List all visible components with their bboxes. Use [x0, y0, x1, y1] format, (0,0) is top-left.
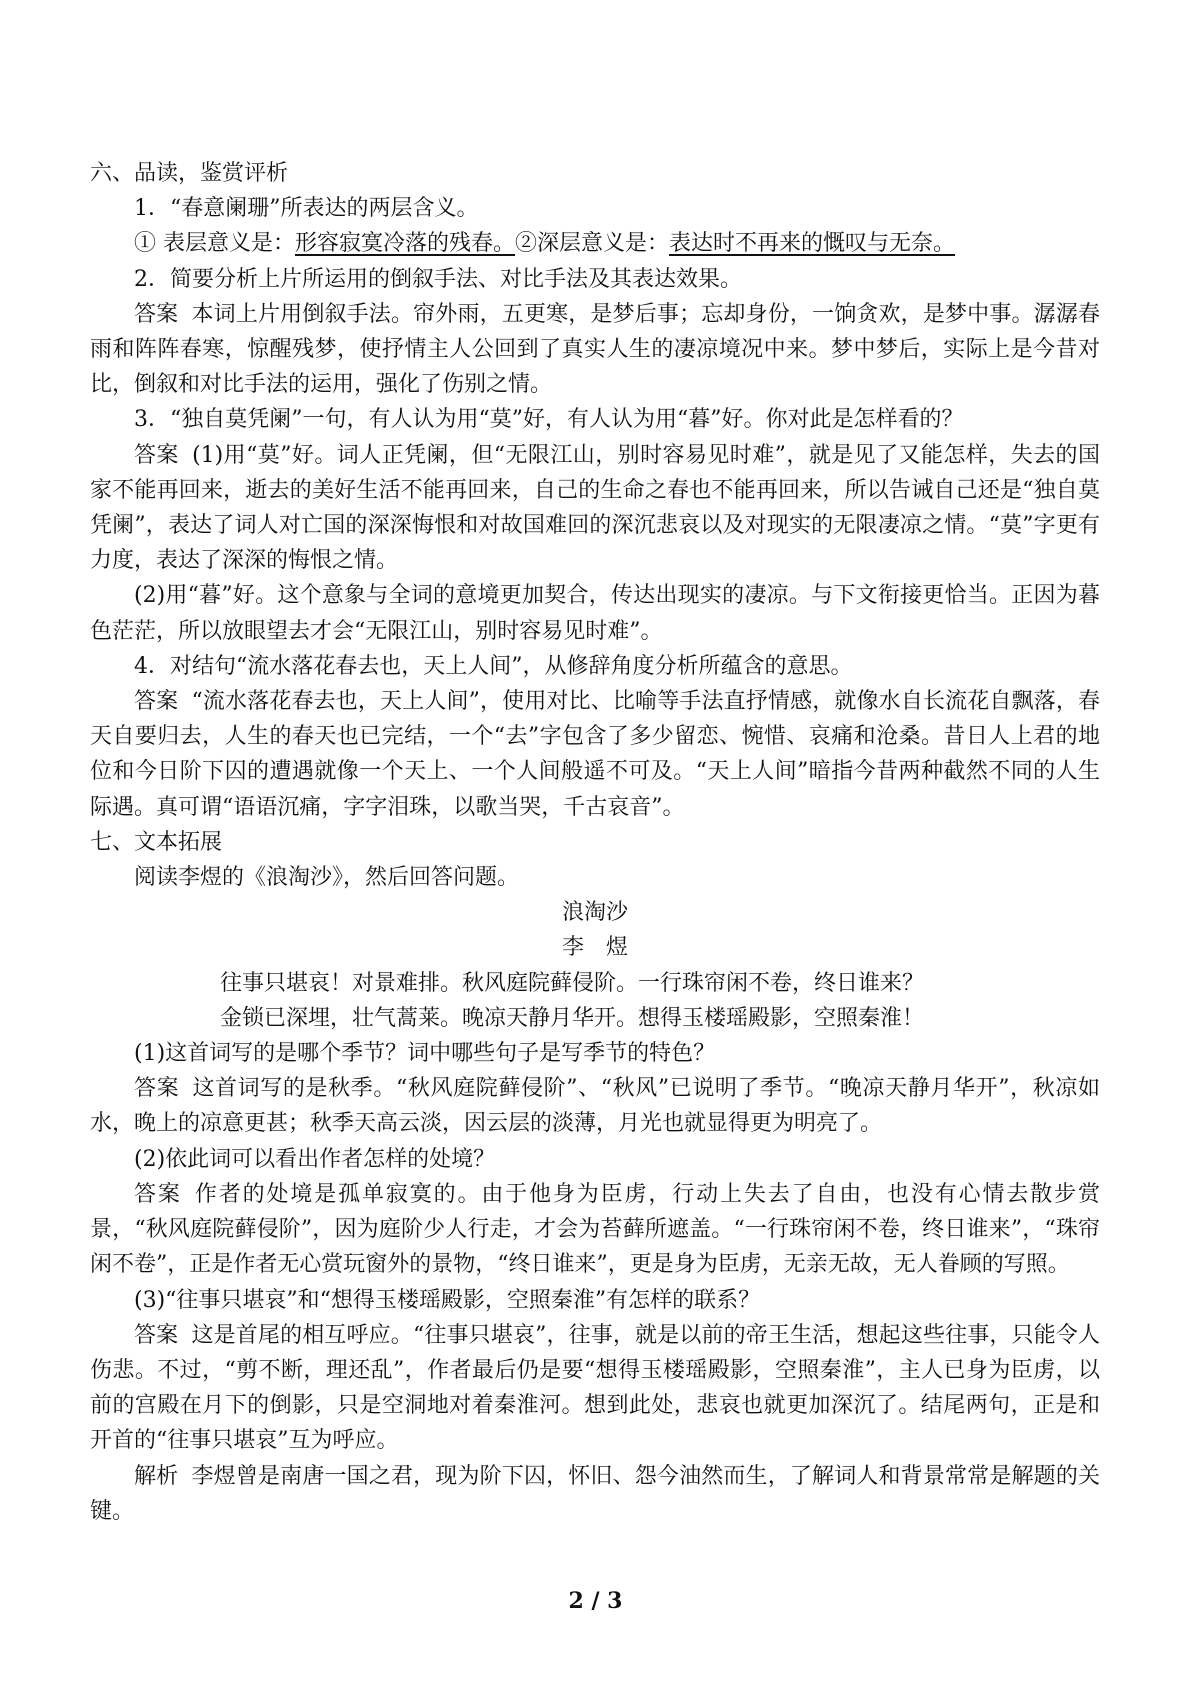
answer-2 — [90, 297, 1100, 403]
analysis — [90, 1459, 1100, 1529]
poem-author: 李 煜 — [561, 935, 628, 961]
answer-1-underlined-2: 表达时不再来的慨叹与无奈。 — [669, 231, 956, 257]
answer-3-text-1: (1)用“莫”好。词人正凭阑，但“无限江山，别时容易见时难”，就是见了又能怎样，失去的国家不能再回来，逝去的美好生活不能再回来，自己的生命之春也不能再回来，所以告诫自己还是“独自莫凭阑”，表达了词人对亡国的深深悔恨和对故国难回的深沉悲哀以及对现实的无限凄凉之情。“莫”字更有力度，表达了深深的悔恨之情。 — [90, 442, 1100, 574]
reading-answer-3-text: 这是首尾的相互呼应。“往事只堪哀”，往事，就是以前的帝王生活，想起这些往事，只能令人伤悲。不过，“剪不断，理还乱”，作者最后仍是要“想得玉楼瑶殿影，空照秦淮”，主人已身为臣虏，以前的宫殿在月下的倒影，只是空洞地对着秦淮河。想到此处，悲哀也就更加深沉了。结尾两句，正是和开首的“往事只堪哀”互为呼应。 — [90, 1322, 1100, 1454]
poem-line-1: 往事只堪哀！对景难排。秋风庭院藓侵阶。一行珠帘闲不卷，终日谁来？ — [220, 970, 925, 996]
poem-title: 浪淘沙 — [561, 900, 628, 926]
answer-3-part-2: (2)用“暮”好。这个意象与全词的意境更加契合，传达出现实的凄凉。与下文衔接更恰当。正因为暮色茫茫，所以放眼望去才会“无限江山，别时容易见时难”。 — [90, 583, 1100, 644]
answer-1-prefix-1: ① 表层意义是： — [134, 231, 295, 257]
reading-answer-1 — [90, 1071, 1100, 1141]
answer-1-prefix-2: ②深层意义是： — [515, 231, 670, 257]
answer-4 — [90, 684, 1100, 825]
analysis-text: 李煜曾是南唐一国之君，现为阶下囚，怀旧、怨今油然而生，了解词人和背景常常是解题的关键。 — [90, 1463, 1100, 1524]
answer-label: 答案 — [134, 1322, 179, 1348]
answer-label: 答案 — [134, 442, 179, 468]
reading-question-1: (1)这首词写的是哪个季节？词中哪些句子是写季节的特色？ — [134, 1041, 716, 1067]
section-6-heading: 六、品读，鉴赏评析 — [90, 161, 289, 186]
page-number: 2 / 3 — [568, 1588, 623, 1614]
reading-intro: 阅读李煜的《浪淘沙》，然后回答问题。 — [134, 865, 520, 891]
reading-question-3: (3)“往事只堪哀”和“想得玉楼瑶殿影，空照秦淮”有怎样的联系？ — [134, 1287, 761, 1313]
analysis-label: 解析 — [134, 1463, 179, 1489]
poem-line-2: 金锁已深埋，壮气蒿莱。晚凉天静月华开。想得玉楼瑶殿影，空照秦淮！ — [220, 1005, 925, 1031]
question-2: 2．简要分析上片所运用的倒叙手法、对比手法及其表达效果。 — [134, 266, 742, 292]
answer-1-underlined-1: 形容寂寞冷落的残春。 — [295, 231, 516, 257]
reading-question-2: (2)依此词可以看出作者怎样的处境？ — [134, 1146, 496, 1172]
answer-label: 答案 — [134, 1076, 180, 1102]
answer-label: 答案 — [134, 301, 179, 327]
answer-label: 答案 — [134, 1181, 182, 1207]
document-page — [90, 156, 1100, 1529]
answer-2-text: 本词上片用倒叙手法。帘外雨，五更寒，是梦后事；忘却身份，一饷贪欢，是梦中事。潺潺春雨和阵阵春寒，惊醒残梦，使抒情主人公回到了真实人生的凄凉境况中来。梦中梦后，实际上是今昔对比，倒叙和对比手法的运用，强化了伤别之情。 — [90, 301, 1100, 398]
answer-3-part-1 — [90, 438, 1100, 579]
answer-label: 答案 — [134, 689, 179, 715]
reading-answer-2-text: 作者的处境是孤单寂寞的。由于他身为臣虏，行动上失去了自由，也没有心情去散步赏景，“秋风庭院藓侵阶”，因为庭阶少人行走，才会为苔藓所遮盖。“一行珠帘闲不卷，终日谁来”，“珠帘闲不卷”，正是作者无心赏玩窗外的景物，“终日谁来”，更是身为臣虏，无亲无故，无人眷顾的写照。 — [90, 1181, 1100, 1278]
section-7-heading: 七、文本拓展 — [90, 829, 223, 855]
answer-1 — [90, 226, 1100, 261]
reading-answer-1-text: 这首词写的是秋季。“秋风庭院藓侵阶”、“秋风”已说明了季节。“晚凉天静月华开”，秋凉如水，晚上的凉意更甚；秋季天高云淡，因云层的淡薄，月光也就显得更为明亮了。 — [90, 1076, 1100, 1137]
answer-4-text: “流水落花春去也，天上人间”，使用对比、比喻等手法直抒情感，就像水自长流花自飘落，春天自要归去，人生的春天也已完结，一个“去”字包含了多少留恋、惋惜、哀痛和沧桑。昔日人上君的地位和今日阶下囚的遭遇就像一个天上、一个人间般遥不可及。“天上人间”暗指今昔两种截然不同的人生际遇。真可谓“语语沉痛，字字泪珠，以歌当哭，千古哀音”。 — [90, 689, 1100, 820]
question-1: 1．“春意阑珊”所表达的两层含义。 — [134, 196, 479, 222]
reading-answer-3 — [90, 1318, 1100, 1459]
reading-answer-2 — [90, 1177, 1100, 1283]
question-4: 4．对结句“流水落花春去也，天上人间”，从修辞角度分析所蕴含的意思。 — [134, 653, 853, 679]
question-3: 3．“独自莫凭阑”一句，有人认为用“莫”好，有人认为用“暮”好。你对此是怎样看的？ — [134, 407, 964, 433]
